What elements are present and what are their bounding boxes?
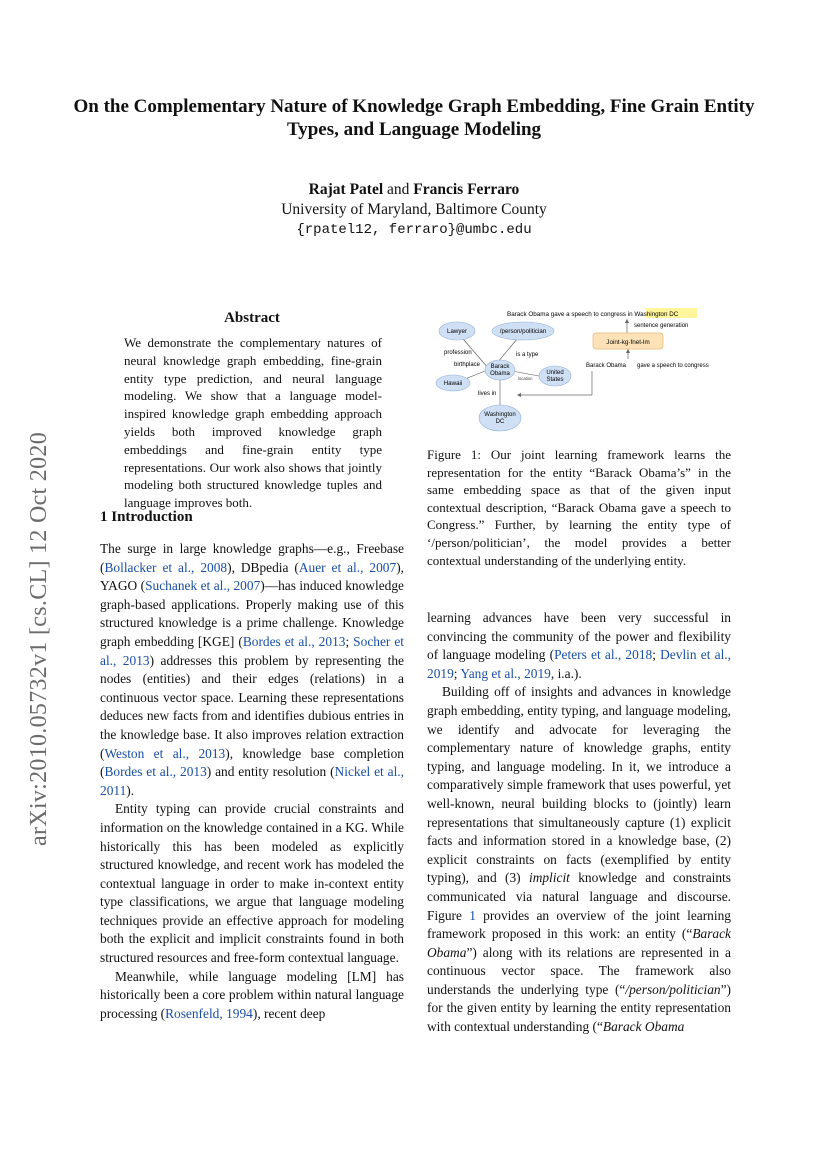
citation-link[interactable]: Devlin et al., 2019 bbox=[427, 647, 731, 681]
emphasis: Barack Obama bbox=[602, 1019, 685, 1035]
author-email: {rpatel12, ferraro}@umbc.edu bbox=[296, 222, 532, 238]
citation-link[interactable]: Weston et al., 2013 bbox=[104, 745, 226, 761]
citation-link[interactable]: Yang et al., 2019 bbox=[460, 665, 551, 681]
node-washington-dc bbox=[479, 405, 521, 431]
edge-label-birthplace: birthplace bbox=[454, 362, 481, 368]
input-context: gave a speech to congress bbox=[637, 363, 709, 369]
citation-link[interactable]: Bordes et al., 2013 bbox=[104, 764, 207, 780]
paragraph: Entity typing can provide crucial constraints and information on the knowledge contained in a KG. While historically this has been modeled as explicitly structured knowledge, and recent work has modeled the contextual language in order to make in-context entity type classifications, we argue that language modeling techniques provide an effective approach for modeling both the explicit and implicit constraints found in both structured resources and free-form contextual language. bbox=[100, 801, 404, 966]
arxiv-stamp bbox=[20, 370, 60, 850]
node-lawyer-label: Lawyer bbox=[447, 328, 467, 335]
paragraph: Building off of insights and advances in knowledge graph embedding, entity typing, and language modeling, we identify and advocate for leveraging the complementary nature of knowledge graphs, entity typing, and language modeling. In it, we introduce a comparatively simple framework that uses powerful, yet well-known, neural building blocks to (jointly) learn representations that simultaneously capture (1) explicit facts and information stored in a knowledge base, (2) explicit constraints on facts (exemplified by entity typing), and (3) implicit knowledge and constraints communicated via natural language and discourse. Figure 1 provides an overview of the joint learning framework proposed in this work: an entity (“Barack Obama”) along with its relations are represented in a continuous vector space. The framework also understands the underlying type (“/person/politician”) for the given entity by learning the entity representation with contextual understanding (“Barack Obama bbox=[427, 684, 731, 1035]
node-united-states bbox=[539, 366, 571, 386]
node-barack-obama bbox=[485, 360, 515, 380]
author-name: Francis Ferraro bbox=[413, 181, 520, 198]
edge-label-profession: profession bbox=[444, 350, 472, 356]
author-block bbox=[70, 180, 758, 240]
section-heading-introduction: 1 Introduction bbox=[100, 509, 193, 525]
author-name: Rajat Patel bbox=[308, 181, 384, 198]
citation-link[interactable]: Bordes et al., 2013 bbox=[242, 633, 346, 649]
emphasis: Barack Obama bbox=[427, 926, 731, 960]
node-us-label: United bbox=[546, 370, 564, 376]
edge-label-is-a-type: is a type bbox=[516, 352, 539, 358]
sentence-generation-label: sentence generation bbox=[634, 323, 689, 329]
node-dc-label: Washington bbox=[484, 412, 516, 418]
citation-link[interactable]: 1 bbox=[469, 907, 476, 923]
emphasis: /person/politician bbox=[625, 981, 721, 997]
right-column-body bbox=[427, 609, 731, 1037]
node-politician-label: /person/politician bbox=[499, 328, 547, 335]
citation-link[interactable]: Bollacker et al., 2008 bbox=[104, 559, 228, 575]
joint-model-label: Joint-kg-fnet-lm bbox=[606, 339, 650, 346]
node-hawaii-label: Hawaii bbox=[443, 380, 463, 387]
citation-link[interactable]: Suchanek et al., 2007 bbox=[145, 578, 261, 594]
citation-link[interactable]: Rosenfeld, 1994 bbox=[165, 1005, 253, 1021]
abstract-heading: Abstract bbox=[224, 310, 280, 326]
emphasis: implicit bbox=[528, 870, 570, 886]
graph-nodes bbox=[436, 322, 571, 431]
paragraph: learning advances have been very successful in convincing the community of the power and flexibility of language modeling (Peters et al., 2018; Devlin et al., 2019; Yang et al., 2019, i.a.). bbox=[427, 610, 731, 681]
node-obama-label: Obama bbox=[490, 371, 510, 377]
abstract-text: We demonstrate the complementary natures of neural knowledge graph embedding, fine-grain entity type prediction, and neural language modeling. We show that a language model-inspired knowledge graph embedding approach yields both improved knowledge graph embeddings and fine-grain entity type representations. Our work also shows that jointly modeling both structured knowledge tuples and language improves both. bbox=[124, 335, 382, 511]
edge-label-lives-in: lives in bbox=[478, 391, 497, 397]
citation-link[interactable]: Peters et al., 2018 bbox=[554, 647, 653, 663]
figure-1-diagram bbox=[427, 305, 731, 435]
citation-link[interactable]: Socher et al., 2013 bbox=[100, 633, 404, 668]
affiliation: University of Maryland, Baltimore County bbox=[281, 201, 547, 218]
generated-sentence: Barack Obama gave a speech to congress in Washington DC bbox=[507, 311, 679, 318]
citation-link[interactable]: Nickel et al., 2011 bbox=[100, 764, 404, 798]
author-conjunction: and bbox=[387, 181, 410, 198]
edge-label-location: location bbox=[518, 376, 533, 381]
node-us-label: States bbox=[546, 377, 564, 383]
paragraph: Meanwhile, while language modeling [LM] has historically been a core problem within natural language processing (Rosenfeld, 1994), recent deep bbox=[100, 968, 404, 1021]
left-column-body bbox=[100, 540, 404, 1023]
citation-link[interactable]: Auer et al., 2007 bbox=[298, 559, 397, 575]
node-obama-label: Barack bbox=[490, 364, 510, 370]
paragraph: The surge in large knowledge graphs—e.g., Freebase (Bollacker et al., 2008), DBpedia (Auer et al., 2007), YAGO (Suchanek et al., 2007)—has induced knowledge graph-based applications. Properly making use of this structured knowledge is a prime challenge. Knowledge graph embedding [KGE] (Bordes et al., 2013; Socher et al., 2013) addresses this problem by representing the nodes (entities) and their edges (relations) in a continuous vector space. Learning these representations deduces new facts from and identifies dubious entries in the knowledge base. It also improves relation extraction (Weston et al., 2013), knowledge base completion (Bordes et al., 2013) and entity resolution (Nickel et al., 2011). bbox=[100, 541, 404, 798]
paper-title: On the Complementary Nature of Knowledge Graph Embedding, Fine Grain Entity Types, and Language Modeling bbox=[73, 96, 755, 140]
input-entity: Barack Obama bbox=[586, 363, 627, 369]
node-dc-label: DC bbox=[495, 419, 505, 425]
figure-1-caption: Figure 1: Our joint learning framework learns the representation for the entity “Barack Obama’s” in the same embedding space as that of the given input contextual description, “Barack Obama gave a speech to Congress.” Further, by learning the entity type of ‘/person/politician’, the model provides a better contextual understanding of the underlying entity. bbox=[427, 447, 731, 568]
arxiv-stamp-text: arXiv:2010.05732v1 [cs.CL] 12 Oct 2020 bbox=[26, 431, 52, 846]
